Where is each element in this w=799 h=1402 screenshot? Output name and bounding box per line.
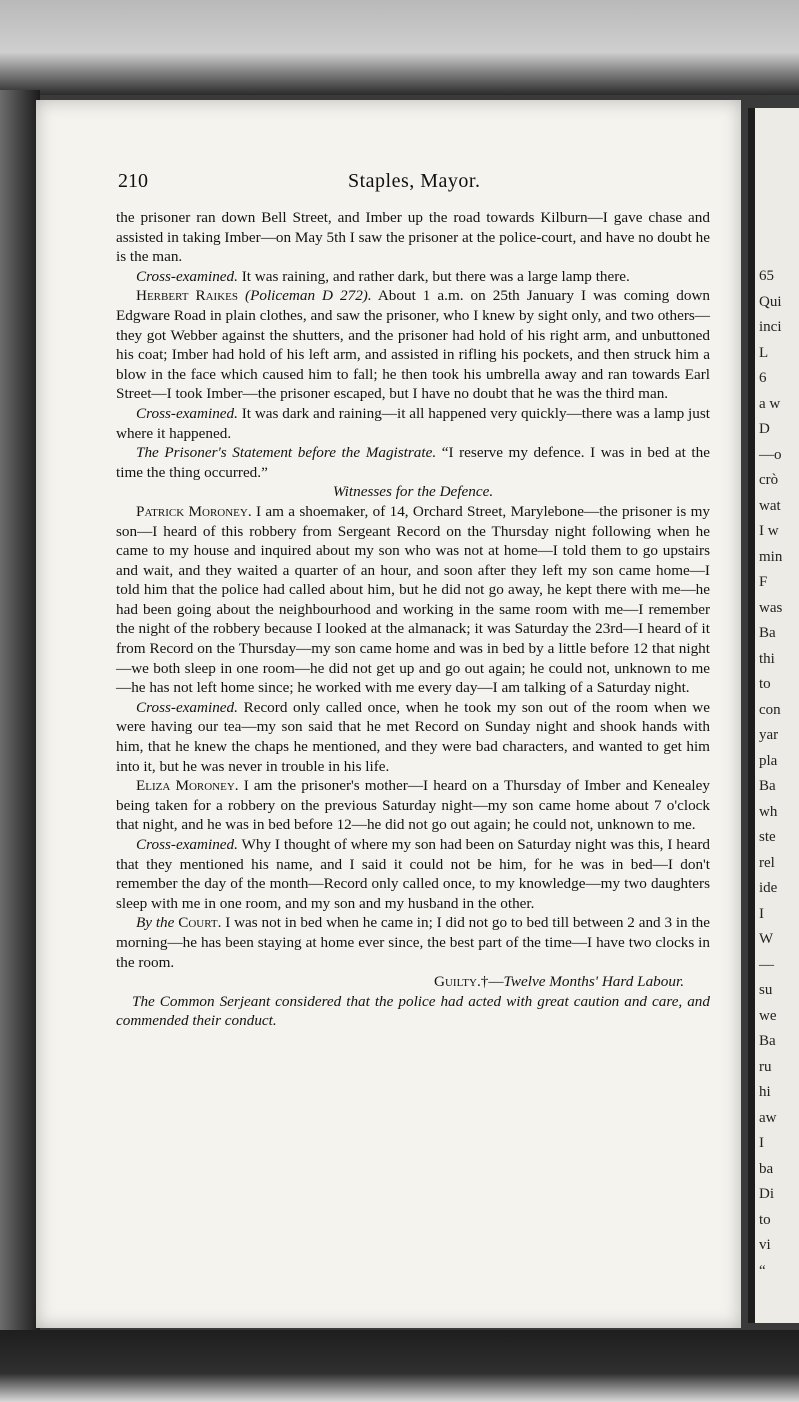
running-title: Staples, Mayor. [348,170,481,192]
witness-name: Eliza Moroney. [136,777,239,795]
facing-page-fragment: ru [759,1058,772,1075]
paragraph-continuation: the prisoner ran down Bell Street, and Imber up the road towards Kilburn—I gave chase and assisted in taking Imber—on May 5th I saw the prisoner at the police-court, and have no doubt he is the man. [116,209,710,266]
cross-examined-label: Cross-examined. [136,267,238,285]
page-body-text [116,208,710,1031]
paragraph-eliza-moroney [116,776,710,835]
cross-examined-label: Cross-examined. [136,404,238,422]
facing-page-fragment: su [759,982,773,998]
facing-page-fragment: Ba [759,625,776,641]
verdict-sentence: Twelve Months' Hard Labour. [503,973,684,991]
witness-name: Patrick Moroney. [136,502,252,520]
cross-examined-label: Cross-examined. [136,698,238,716]
facing-page-fragment: Qui [759,293,782,310]
facing-page-fragment: Ba [759,778,776,794]
facing-page-fragment: aw [759,1109,777,1126]
facing-page-fragment: Di [759,1186,774,1202]
facing-page-fragment: inci [759,319,782,335]
facing-page-fragment: ste [759,829,776,845]
paragraph-cross-examination-4 [116,835,710,913]
closing-remark: The Common Serjeant considered that the police had acted with great caution and care, and commended their conduct. [116,992,710,1030]
paragraph-text: It was raining, and rather dark, but there was a large lamp there. [237,267,630,285]
facing-page-fragment: 65 [759,268,774,284]
facing-page-fragment: to [759,1211,771,1228]
paragraph-text: I am a shoemaker, of 14, Orchard Street, Marylebone—the prisoner is my son—I heard of this robbery from Sergeant Record on the Thursday night following when he came to my house and inquired about my son who was not at home—I told them to go upstairs and wait, and they waited a quarter of an hour, and soon after they left my son came home—I told him that the police had called about him, but he did not go away, he kept there with me—he had been going about the neighbourhood and working in the same room with me—I remember the night of the robbery because I looked at the almanack; it was Saturday the 23rd—I heard of it from Record on the Thursday—my son came home and was in bed by a little before 12 that night—we both sleep in one room—he did not get up and go out again; he could not, unknown to me—he has not left home since; he worked with me every day—I am talking of a Saturday night. [116,502,710,697]
witness-name: Herbert Raikes [136,287,239,305]
book-spine-edge [0,90,40,1340]
facing-page-edge [748,108,799,1323]
facing-page-fragment: con [759,701,781,718]
paragraph-herbert-raikes [116,286,710,404]
paragraph-prisoner-statement [116,443,710,482]
verdict-line [116,972,710,992]
facing-page-fragment: “ [759,1262,766,1279]
paragraph-text: Why I thought of where my son had been on Saturday night was this, I heard that they mentioned his name, and I said it could not be him, for he was in bed—I don't remember the day of the month—Record only called once, to my knowledge—my two daughters sleep with me in one room, and my son and my husband in the other. [116,836,710,912]
facing-page-fragment: Ba [759,1033,776,1049]
facing-page-fragment: thi [759,650,775,667]
paragraph-patrick-moroney [116,502,710,698]
facing-page-fragment: —o [759,446,782,463]
paragraph-text: About 1 a.m. on 25th January I was coming down Edgware Road in plain clothes, and saw the prisoner, who I knew by sight only, and two others—they got Webber against the shutters, and the prisoner had hold of his right arm, and unbuttoned his coat; Imber had hold of his left arm, and assisted in rifling his pockets, and then struck him a blow in the face which caused him to fall; he then took his umbrella away and ran towards Earl Street—I took Imber—the prisoner escaped, but I have no doubt that he was the third man. [116,287,711,403]
facing-page-fragment: vi [759,1237,771,1253]
facing-page-fragment: ba [759,1160,774,1177]
facing-page-fragment: W [759,931,774,947]
paragraph-cross-examination-1 [116,267,710,287]
scan-top-margin [0,0,799,95]
section-heading: Witnesses for the Defence. [332,483,494,501]
statement-label: The Prisoner's Statement before the Magistrate. [136,444,437,462]
facing-page-fragment: F [759,574,768,590]
facing-page-fragment: hi [759,1084,771,1100]
paragraph-text: It was dark and raining—it all happened very quickly—there was a lamp just where it happened. [116,404,710,442]
facing-page-fragment: D [759,421,770,437]
paragraph-cross-examination-2 [116,404,710,443]
facing-page-fragment: min [759,548,783,565]
court-label: Court. [178,914,222,932]
facing-page-fragment: pla [759,752,778,769]
scan-bottom-margin [0,1330,799,1402]
paragraph-text: I am the prisoner's mother—I heard on a Thursday of Imber and Kenealey being taken for a robbery on the previous Saturday night—my son came home about 7 o'clock that night, and he was in bed before 12—he did not go out again; he could not, unknown to me. [116,777,710,834]
witness-role: (Policeman D 272). [245,287,372,305]
page-number: 210 [118,170,148,192]
by-the-label: By the [136,914,175,932]
facing-page-fragment: I w [759,523,779,539]
facing-page-fragment: ide [759,880,778,896]
paragraph-by-the-court [116,913,710,972]
facing-page-fragment: crò [759,472,779,488]
paragraph-cross-examination-3 [116,698,710,776]
facing-page-fragment: I [759,1135,764,1151]
facing-page-fragment: yar [759,727,779,743]
facing-page-fragment: to [759,676,771,692]
cross-examined-label: Cross-examined. [136,836,238,853]
paragraph-text: “I reserve my defence. I was in bed at the time the thing occurred.” [116,444,710,481]
facing-page-fragment: — [759,956,774,973]
facing-page-fragment: 6 [759,370,767,386]
verdict-word: Guilty.†— [434,973,504,991]
facing-page-fragment: I [759,905,764,922]
facing-page-fragment: a w [759,395,781,412]
facing-page-fragment: L [759,344,769,361]
facing-page-fragment: rel [759,854,775,871]
facing-page-fragment: we [759,1007,777,1024]
paragraph-text: I was not in bed when he came in; I did not go to bed till between 2 and 3 in the morning—he has been staying at home ever since, the best part of the time—I have two clocks in the room. [116,914,711,971]
facing-page-fragment: was [759,599,783,616]
running-head [118,170,708,198]
facing-page-fragment: wh [759,803,778,820]
facing-page-fragment: wat [759,497,781,514]
paragraph-text: Record only called once, when he took my son out of the room when we were having our tea—my son said that he met Record on Sunday night and shook hands with him, that he knew the chaps he mentioned, and they were bad characters, and wanted to get him into it, but he was never in trouble in his life. [116,698,710,775]
